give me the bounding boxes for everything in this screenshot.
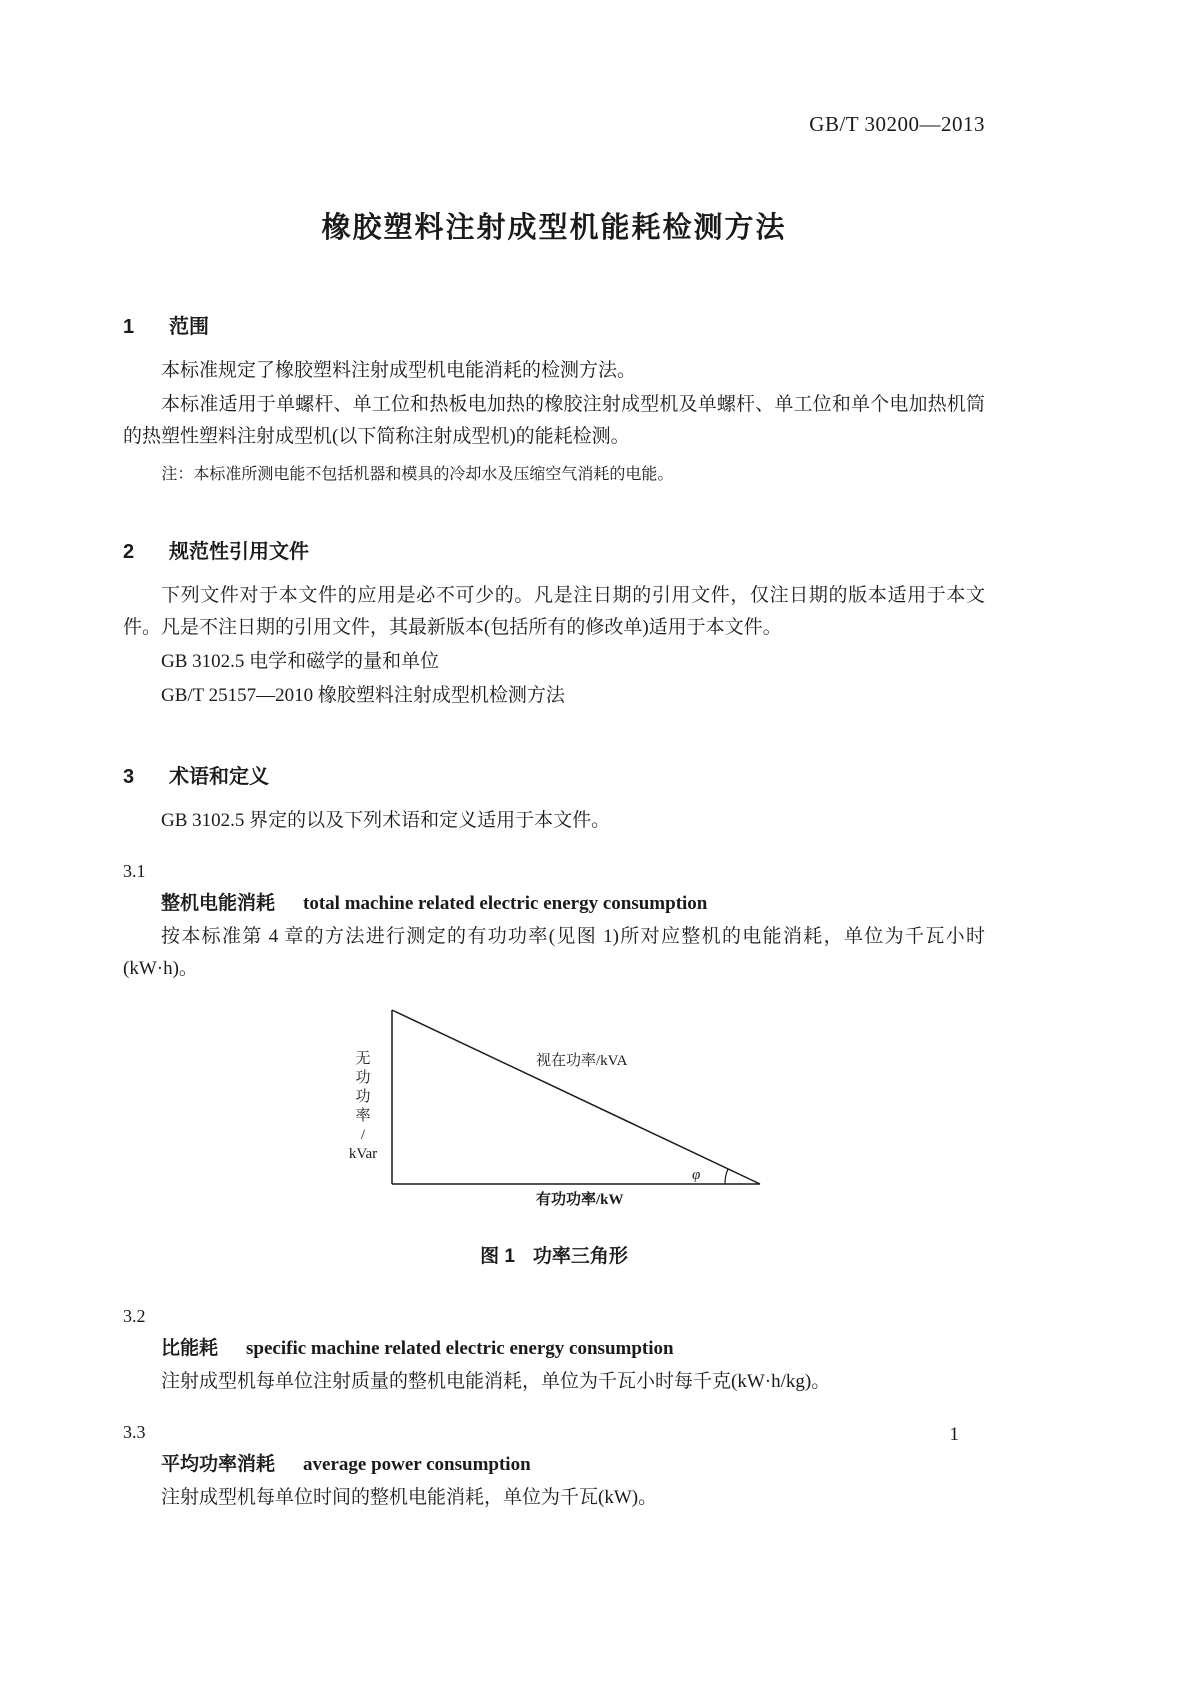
term-heading-3-2 [123,1334,985,1364]
section-title: 范围 [169,316,209,338]
apparent-power-label: 视在功率/kVA [536,1053,628,1069]
section-number: 1 [123,316,135,338]
term-id-3-2: 3.2 [123,1306,146,1326]
document-title: 橡胶塑料注射成型机能耗检测方法 [321,212,787,244]
term-definition-3-1: 按本标准第 4 章的方法进行测定的有功功率(见图 1)所对应整机的电能消耗，单位为千瓦小时(kW·h)。 [123,926,985,979]
section-heading-references [123,535,985,564]
section-number: 2 [123,541,135,563]
page-number: 1 [949,1424,959,1445]
scope-note: 注：本标准所测电能不包括机器和模具的冷却水及压缩空气消耗的电能。 [161,466,674,483]
term-definition-3-2: 注射成型机每单位注射质量的整机电能消耗，单位为千瓦小时每千克(kW·h/kg)。 [161,1371,831,1392]
section-title: 术语和定义 [169,766,269,788]
references-paragraph: 下列文件对于本文件的应用是必不可少的。凡是注日期的引用文件，仅注日期的版本适用于本文件。凡是不注日期的引用文件，其最新版本(包括所有的修改单)适用于本文件。 [123,585,985,638]
section-number: 3 [123,766,135,788]
term-name-en: specific machine related electric energy consumption [246,1338,674,1359]
standard-code: GB/T 30200—2013 [809,112,985,136]
phi-angle-label: φ [692,1167,701,1183]
section-heading-terms [123,760,985,789]
term-name-en: total machine related electric energy consumption [303,893,708,914]
figure-caption-label: 图 1 [480,1246,515,1267]
section-heading-scope [123,310,985,339]
figure-caption-title: 功率三角形 [532,1246,628,1267]
reactive-power-label: 无功功率 [355,1051,371,1124]
term-definition-3-3: 注射成型机每单位时间的整机电能消耗，单位为千瓦(kW)。 [161,1487,658,1508]
reference-item-2: GB/T 25157—2010 橡胶塑料注射成型机检测方法 [161,685,565,706]
power-triangle-diagram [386,1007,766,1207]
reactive-power-axis-label [342,1050,384,1164]
term-id-3-1: 3.1 [123,861,146,881]
reactive-power-slash: / [360,1127,366,1143]
term-name-zh: 平均功率消耗 [161,1454,276,1475]
term-heading-3-1 [123,889,985,919]
triangle-hypotenuse [392,1010,760,1184]
angle-arc [725,1169,728,1184]
figure-caption [123,1241,985,1268]
term-name-zh: 比能耗 [161,1338,219,1359]
section-title: 规范性引用文件 [169,541,309,563]
term-name-zh: 整机电能消耗 [161,893,276,914]
reference-item-1: GB 3102.5 电学和磁学的量和单位 [161,651,440,672]
scope-paragraph-1: 本标准规定了橡胶塑料注射成型机电能消耗的检测方法。 [161,360,637,381]
active-power-label: 有功功率/kW [536,1192,624,1207]
figure-power-triangle [123,1007,985,1207]
figure-inner [342,1007,766,1207]
term-heading-3-3 [123,1450,985,1480]
reactive-power-unit: kVar [348,1146,378,1162]
scope-paragraph-2: 本标准适用于单螺杆、单工位和热板电加热的橡胶注射成型机及单螺杆、单工位和单个电加热机筒的热塑性塑料注射成型机(以下简称注射成型机)的能耗检测。 [123,394,985,447]
term-name-en: average power consumption [303,1454,531,1475]
terms-intro: GB 3102.5 界定的以及下列术语和定义适用于本文件。 [161,810,611,831]
term-id-3-3: 3.3 [123,1422,146,1442]
